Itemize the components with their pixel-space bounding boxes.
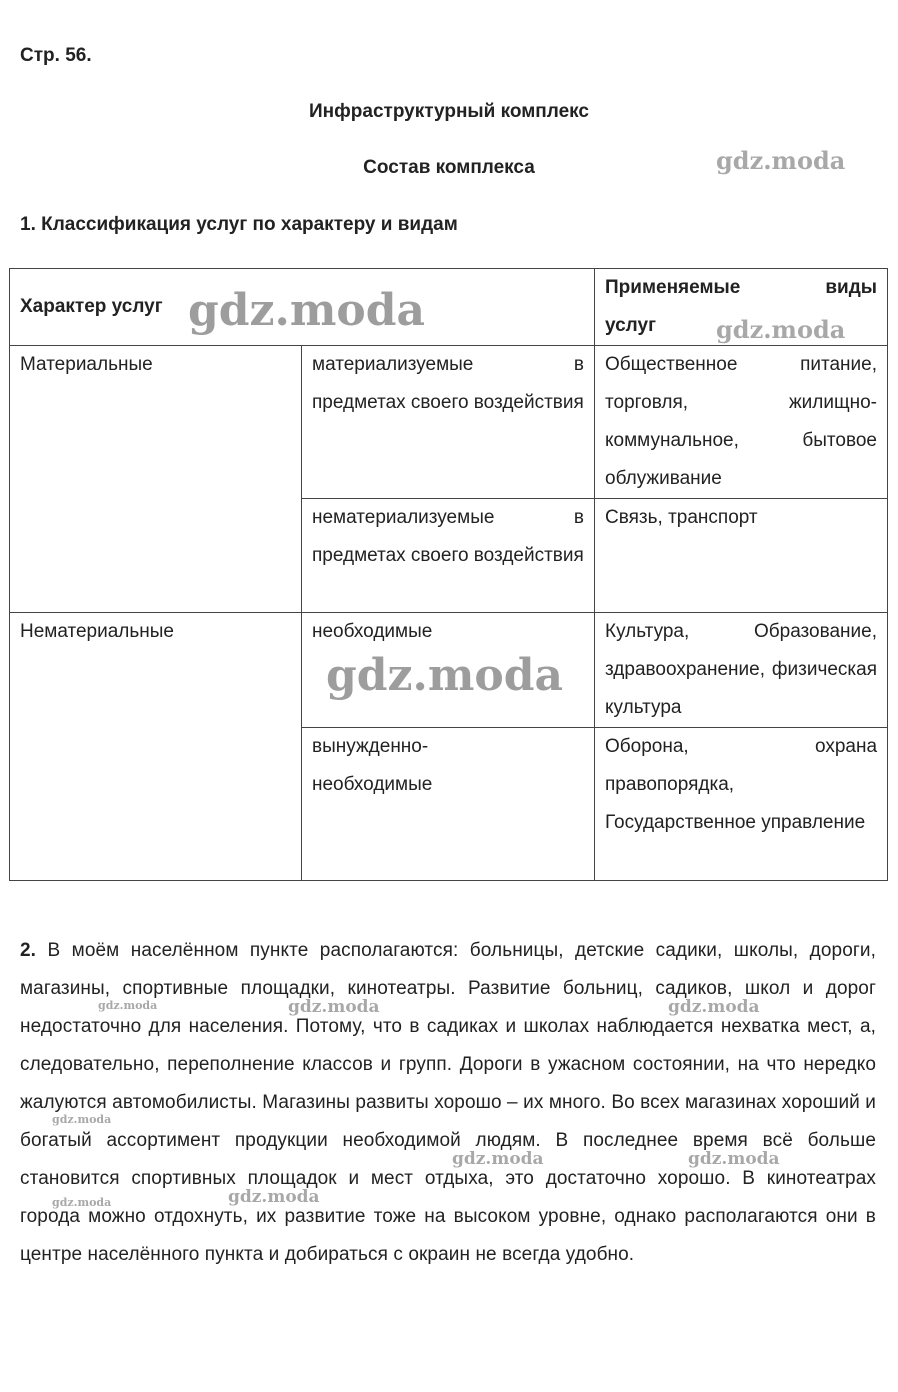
subtype-cell: нематериализуемые в предметах своего воздействия: [302, 499, 595, 613]
group-material: Материальные: [10, 346, 302, 613]
section-1-heading: 1. Классификация услуг по характеру и видам: [20, 214, 458, 235]
header-kinds-line2: услуг: [605, 315, 656, 336]
table-row: [10, 346, 888, 499]
watermark: gdz.moda: [326, 650, 564, 701]
page-reference: Стр. 56.: [20, 45, 92, 66]
watermark: gdz.moda: [688, 1149, 780, 1169]
document-title: Инфраструктурный комплекс: [309, 101, 589, 122]
table-header-row: [10, 269, 888, 346]
header-service-nature: Характер услуг: [10, 269, 595, 346]
watermark: gdz.moda: [288, 997, 380, 1017]
kinds-cell: Культура, Образование, здравоохранение, физическая культура: [595, 613, 888, 728]
header-kinds-word2: виды: [825, 277, 878, 298]
watermark: gdz.moda: [98, 999, 158, 1012]
services-classification-table: [9, 268, 888, 881]
watermark: gdz.moda: [228, 1187, 320, 1207]
answer-2-number: 2.: [20, 940, 37, 961]
watermark: gdz.moda: [52, 1113, 112, 1126]
kinds-cell: Общественное питание, торговля, жилищно-коммунальное, бытовое облуживание: [595, 346, 888, 499]
kinds-cell: Связь, транспорт: [595, 499, 888, 613]
document-subtitle: Состав комплекса: [363, 157, 535, 178]
watermark: gdz.moda: [188, 285, 426, 336]
answer-2-text: В моём населённом пункте располагаются: больницы, детские садики, школы, дороги, магазины, спортивные площадки, кинотеатры. Развитие больниц, садиков, школ и дорог недостаточно для населения. Потому, что в садиках и школах наблюдается нехватка мест, а, следовательно, переполнение классов и групп. Дороги в ужасном состоянии, на что нередко жалуются автомобилисты. Магазины развиты хорошо – их много. Во всех магазинах хороший и богатый ассортимент продукции необходимой людям. В последнее время всё больше становится спортивных площадок и мест отдыха, это достаточно хорошо. В кинотеатрах города можно отдохнуть, их развитие тоже на высоком уровне, однако располагаются они в центре населённого пункта и добираться с окраин не всегда удобно.: [20, 940, 876, 1265]
watermark: gdz.moda: [52, 1196, 112, 1209]
header-service-kinds: [595, 269, 888, 346]
group-nonmaterial: Нематериальные: [10, 613, 302, 881]
header-kinds-word1: Применяемые: [605, 277, 741, 298]
answer-2-paragraph: [20, 932, 876, 1274]
subtype-cell: вынужденно-необходимые: [302, 728, 595, 881]
subtype-cell: необходимые: [302, 613, 595, 728]
watermark: gdz.moda: [716, 146, 846, 175]
watermark: gdz.moda: [716, 315, 846, 344]
table-row: [10, 613, 888, 728]
subtype-cell: материализуемые в предметах своего воздействия: [302, 346, 595, 499]
watermark: gdz.moda: [452, 1149, 544, 1169]
watermark: gdz.moda: [668, 997, 760, 1017]
kinds-cell: Оборона, охрана правопорядка, Государственное управление: [595, 728, 888, 881]
